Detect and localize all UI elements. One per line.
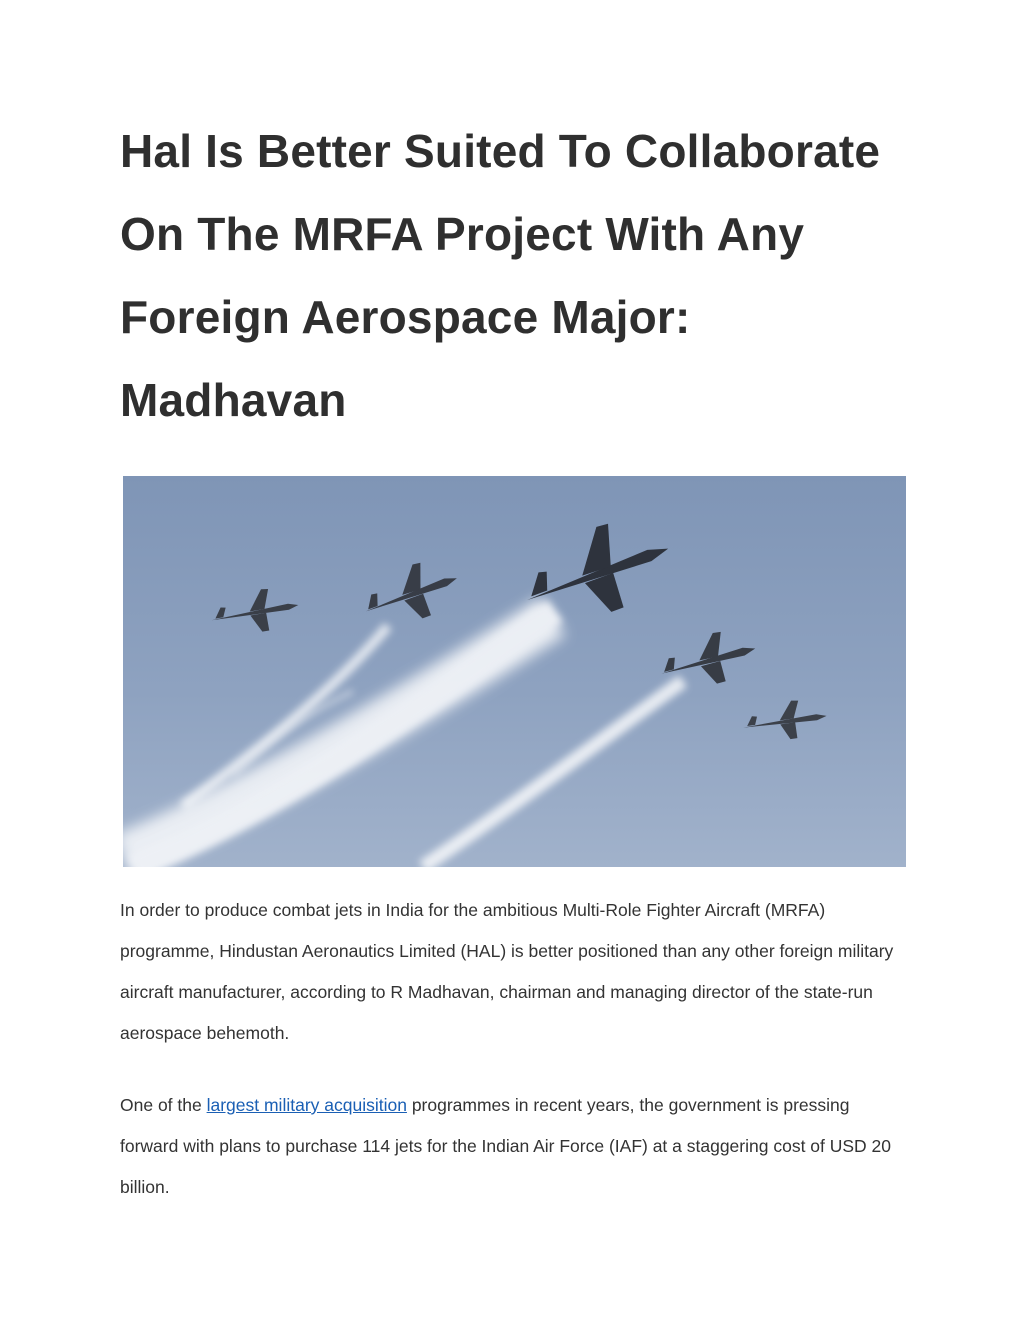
paragraph-acquisition-lead: One of the (120, 1095, 207, 1115)
paragraph-acquisition (120, 1085, 910, 1208)
jet-second (356, 552, 466, 636)
paragraph-intro: In order to produce combat jets in India for the ambitious Multi-Role Fighter Aircraft (MRFA) programme, Hindustan Aeronautics Limited (HAL) is better positioned than any other foreign military aircraft manufacturer, according to R Madhavan, chairman and managing director of the state-run aerospace behemoth. (120, 900, 894, 1043)
largest-military-acquisition-link[interactable]: largest military acquisition (206, 1095, 407, 1115)
jet-left (208, 583, 302, 640)
hero-image (123, 476, 906, 867)
fighter-jets-illustration (123, 476, 906, 867)
article-title: Hal Is Better Suited To Collaborate On The MRFA Project With Any Foreign Aerospace Major: Madhavan (120, 125, 881, 426)
smoke-trails (123, 611, 683, 867)
jet-far-right (741, 696, 829, 745)
paragraph-acquisition-rest: programmes in recent years, the government is pressing forward with plans to purchase 114 jets for the Indian Air Force (IAF) at a staggering cost of USD 20 billion. (120, 1095, 892, 1197)
